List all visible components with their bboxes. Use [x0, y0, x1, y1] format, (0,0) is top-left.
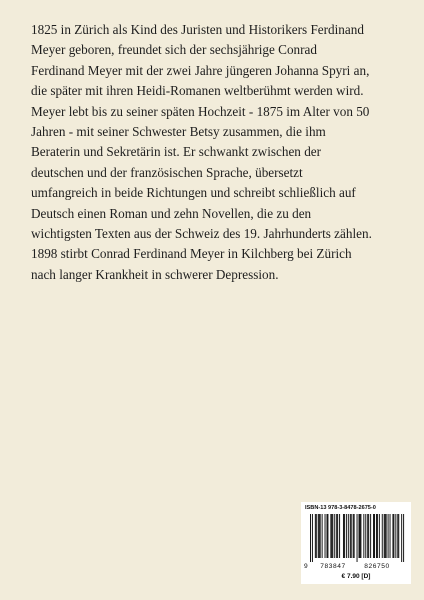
biography-line: Meyer geboren, freundet sich der sechsjährige Conrad — [31, 42, 317, 58]
biography-line: 1825 in Zürich als Kind des Juristen und Historikers Ferdinand — [31, 22, 364, 37]
biography-line: Deutsch einen Roman und zehn Novellen, die zu den — [31, 205, 312, 221]
barcode-bar — [354, 514, 355, 558]
barcode-bar — [346, 514, 347, 558]
barcode-bar — [339, 514, 340, 558]
barcode-bar — [318, 514, 319, 558]
barcode-bar — [365, 514, 366, 558]
barcode-bar — [368, 514, 369, 558]
barcode-bar — [331, 514, 332, 558]
biography-line: Meyer lebt bis zu seiner späten Hochzeit - 1875 im Alter von 50 — [31, 103, 370, 119]
barcode-bar — [327, 514, 328, 558]
barcode-bar — [344, 514, 345, 558]
barcode-bar — [403, 514, 404, 562]
isbn-label: ISBN-13 978-3-8478-2675-0 — [305, 505, 376, 511]
barcode-bar — [363, 514, 364, 558]
barcode-bar — [384, 514, 385, 558]
biography-line: wichtigsten Texten aus der Schweiz des 19. Jahrhunderts zählen. — [31, 226, 372, 242]
barcode-bar — [336, 514, 337, 558]
barcode-bar — [326, 514, 327, 558]
barcode-bar — [348, 514, 349, 558]
barcode-bar — [390, 514, 391, 558]
biography-line: nach langer Krankheit in schwerer Depression. — [31, 266, 279, 282]
barcode-bar — [386, 514, 387, 558]
barcode-bar — [374, 514, 375, 558]
barcode-bar — [322, 514, 323, 558]
barcode-bar — [319, 514, 320, 558]
barcode-bar — [357, 514, 358, 562]
barcode-bar — [316, 514, 317, 558]
barcode-bar — [401, 514, 402, 562]
barcode-bar — [325, 514, 326, 558]
biography-line: Beraterin und Sekretärin ist. Er schwankt zwischen der — [31, 144, 322, 160]
barcode-bar — [337, 514, 338, 558]
barcode-bar — [312, 514, 313, 562]
barcode-bar — [351, 514, 352, 558]
biography-line: deutschen und der französischen Sprache, übersetzt — [31, 164, 303, 180]
biography-line: Jahren - mit seiner Schwester Betsy zusammen, die ihm — [31, 124, 326, 140]
barcode-bar — [320, 514, 321, 558]
barcode-bar — [377, 514, 378, 558]
barcode-graphic — [301, 514, 411, 572]
barcode-bar — [334, 514, 335, 558]
barcode-bar — [332, 514, 333, 558]
biography-line: die später mit ihren Heidi-Romanen weltberühmt werden wird. — [31, 83, 364, 99]
isbn-barcode-block — [301, 502, 411, 584]
barcode-bar — [343, 514, 344, 558]
barcode-digit-group-right: 826750 — [364, 563, 390, 570]
biography-line: Ferdinand Meyer mit der zwei Jahre jüngeren Johanna Spyri an, — [31, 62, 370, 78]
barcode-bar — [393, 514, 394, 558]
barcode-bar — [330, 514, 331, 558]
biography-line: umfangreich in beide Richtungen und schreibt schließlich auf — [31, 185, 356, 201]
barcode-bar — [310, 514, 311, 562]
barcode-bar — [359, 514, 360, 558]
barcode-bar — [315, 514, 316, 558]
biography-line: 1898 stirbt Conrad Ferdinand Meyer in Kilchberg bei Zürich — [31, 246, 352, 262]
barcode-bar — [359, 514, 360, 558]
barcode-bar — [392, 514, 393, 558]
barcode-bar — [385, 514, 386, 558]
barcode-bar — [376, 514, 377, 558]
barcode-bar — [398, 514, 399, 558]
barcode-bar — [360, 514, 361, 558]
barcode-digit-lead: 9 — [304, 563, 308, 570]
barcode-bar — [353, 514, 354, 558]
barcode-bar — [350, 514, 351, 558]
price-label: € 7.90 [D] — [341, 573, 371, 580]
barcode-bar — [367, 514, 368, 558]
barcode-bar — [388, 514, 389, 558]
barcode-bar — [373, 514, 374, 558]
back-cover-biography — [31, 20, 403, 285]
barcode-bar — [370, 514, 371, 558]
barcode-bar — [397, 514, 398, 558]
barcode-bars — [310, 514, 404, 562]
barcode-bar — [379, 514, 380, 558]
barcode-bar — [395, 514, 396, 558]
barcode-bar — [382, 514, 383, 558]
barcode-digit-group-left: 783847 — [320, 563, 346, 570]
